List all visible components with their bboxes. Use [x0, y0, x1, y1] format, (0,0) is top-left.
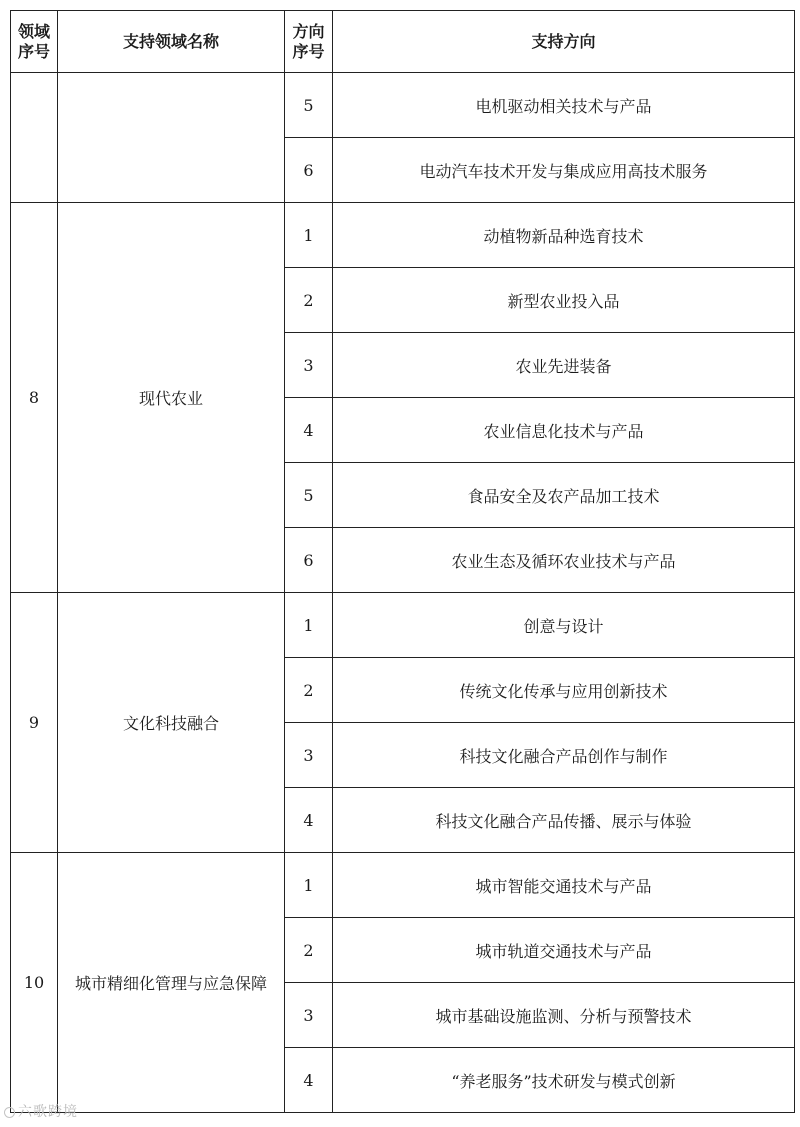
domain-name-cell: 文化科技融合: [58, 593, 285, 853]
header-direction: 支持方向: [333, 11, 795, 73]
direction-cell: 农业先进装备: [333, 333, 795, 398]
domain-no-cell: 8: [11, 203, 58, 593]
table-row: [11, 853, 795, 918]
direction-cell: 科技文化融合产品创作与制作: [333, 723, 795, 788]
domain-no-cell: 9: [11, 593, 58, 853]
direction-no-cell: 1: [285, 853, 333, 918]
direction-cell: 传统文化传承与应用创新技术: [333, 658, 795, 723]
domain-name-cell: 现代农业: [58, 203, 285, 593]
direction-no-cell: 6: [285, 528, 333, 593]
domain-name-cell: 城市精细化管理与应急保障: [58, 853, 285, 1113]
direction-cell: 城市基础设施监测、分析与预警技术: [333, 983, 795, 1048]
header-row: [11, 11, 795, 73]
direction-no-cell: 1: [285, 203, 333, 268]
direction-no-cell: 3: [285, 983, 333, 1048]
direction-cell: 科技文化融合产品传播、展示与体验: [333, 788, 795, 853]
header-direction-no: [285, 11, 333, 73]
direction-no-cell: 5: [285, 463, 333, 528]
direction-cell: 城市智能交通技术与产品: [333, 853, 795, 918]
direction-cell: 电机驱动相关技术与产品: [333, 73, 795, 138]
table-row: [11, 203, 795, 268]
direction-cell: “养老服务”技术研发与模式创新: [333, 1048, 795, 1113]
watermark: [4, 1101, 78, 1121]
direction-no-cell: 1: [285, 593, 333, 658]
domain-no-cell: 10: [11, 853, 58, 1113]
direction-no-cell: 3: [285, 723, 333, 788]
header-domain-no-line1: 领域: [17, 21, 50, 41]
table-row: [11, 593, 795, 658]
domain-no-cell: [11, 73, 58, 203]
direction-no-cell: 2: [285, 268, 333, 333]
table-row: [11, 73, 795, 138]
direction-cell: 新型农业投入品: [333, 268, 795, 333]
direction-cell: 创意与设计: [333, 593, 795, 658]
header-domain-no: [11, 11, 58, 73]
direction-cell: 食品安全及农产品加工技术: [333, 463, 795, 528]
watermark-logo-icon: [4, 1107, 15, 1118]
support-direction-table: [10, 10, 795, 1113]
direction-no-cell: 6: [285, 138, 333, 203]
direction-no-cell: 3: [285, 333, 333, 398]
direction-cell: 动植物新品种选育技术: [333, 203, 795, 268]
direction-no-cell: 2: [285, 918, 333, 983]
direction-cell: 城市轨道交通技术与产品: [333, 918, 795, 983]
direction-no-cell: 4: [285, 788, 333, 853]
direction-cell: 农业生态及循环农业技术与产品: [333, 528, 795, 593]
watermark-text: 六歌跨境: [18, 1104, 78, 1120]
direction-no-cell: 5: [285, 73, 333, 138]
direction-no-cell: 2: [285, 658, 333, 723]
direction-cell: 电动汽车技术开发与集成应用高技术服务: [333, 138, 795, 203]
direction-no-cell: 4: [285, 1048, 333, 1113]
direction-cell: 农业信息化技术与产品: [333, 398, 795, 463]
header-domain-name: 支持领域名称: [58, 11, 285, 73]
domain-name-cell: [58, 73, 285, 203]
header-direction-no-line1: 方向: [292, 21, 325, 41]
direction-no-cell: 4: [285, 398, 333, 463]
header-domain-no-line2: 序号: [17, 41, 50, 61]
header-direction-no-line2: 序号: [292, 41, 325, 61]
